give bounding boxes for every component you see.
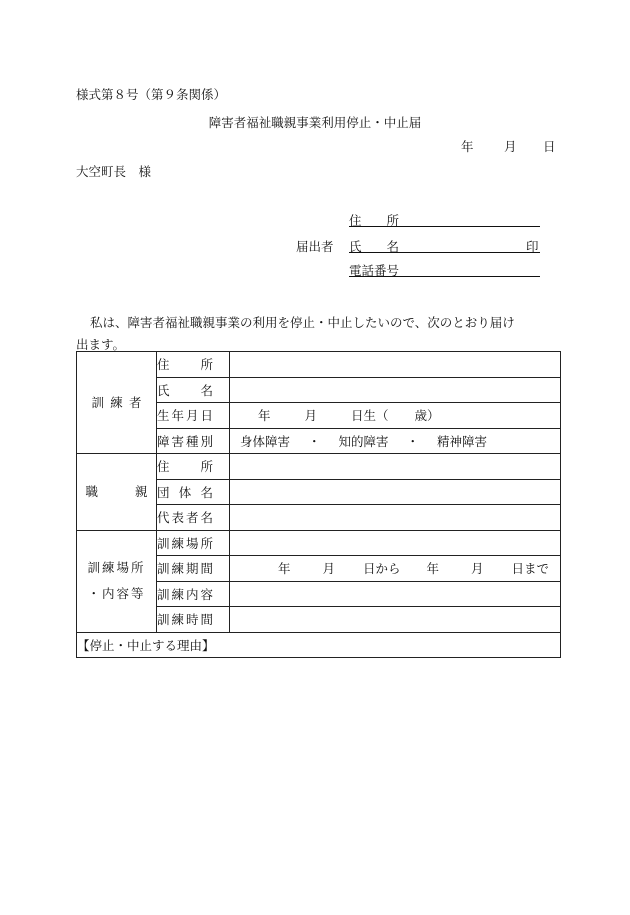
applicant-phone-label: 電話番号 <box>349 263 400 278</box>
training-hours-label: 訓 練 時 間 <box>157 607 230 633</box>
table-row <box>77 352 561 378</box>
option-physical[interactable]: 身体障害 <box>240 433 291 449</box>
table-row <box>77 530 561 556</box>
trainee-name-field[interactable] <box>230 377 561 403</box>
training-place-field[interactable] <box>230 530 561 556</box>
training-content-field[interactable] <box>230 581 561 607</box>
applicant-phone-line[interactable] <box>349 276 540 277</box>
applicant-address-label: 住 所 <box>349 213 400 228</box>
date-year: 年 <box>461 139 474 154</box>
representative-name-field[interactable] <box>230 505 561 531</box>
trainee-address-label: 住 所 <box>157 352 230 378</box>
training-hours-field[interactable] <box>230 607 561 633</box>
seal-mark: 印 <box>526 239 539 254</box>
trainee-birthdate-label: 生 年 月 日 <box>157 403 230 429</box>
document-title: 障害者福祉職親事業利用停止・中止届 <box>208 115 422 130</box>
applicant-address-line[interactable] <box>349 226 540 227</box>
applicant-name-label: 氏 名 <box>349 239 400 254</box>
form-number: 様式第８号（第９条関係） <box>76 87 227 102</box>
option-mental[interactable]: 精神障害 <box>437 433 488 449</box>
employer-address-label: 住 所 <box>157 454 230 480</box>
disability-type-field[interactable]: 身体障害 ・ 知的障害 ・ 精神障害 <box>230 428 561 454</box>
trainee-birthdate-field[interactable]: 年 月 日生（ 歳） <box>230 403 561 429</box>
trainee-group-label: 訓 練 者 <box>77 352 157 454</box>
date-month: 月 <box>504 139 517 154</box>
training-place-label: 訓 練 場 所 <box>157 530 230 556</box>
date-day: 日 <box>543 139 556 154</box>
trainee-name-label: 氏 名 <box>157 377 230 403</box>
training-period-field[interactable]: 年 月 日から 年 月 日まで <box>230 556 561 582</box>
organization-name-field[interactable] <box>230 479 561 505</box>
option-intellectual[interactable]: 知的障害 <box>338 433 389 449</box>
disability-type-label: 障 害 種 別 <box>157 428 230 454</box>
report-form-table <box>76 351 561 658</box>
reason-label: 【停止・中止する理由】 <box>77 637 215 653</box>
employer-group-label: 職 親 <box>77 454 157 531</box>
employer-address-field[interactable] <box>230 454 561 480</box>
addressee: 大空町長 様 <box>76 164 152 179</box>
table-row <box>77 632 561 658</box>
applicant-name-line[interactable] <box>349 252 540 253</box>
training-content-label: 訓 練 内 容 <box>157 581 230 607</box>
statement-line-1: 私は、障害者福祉職親事業の利用を停止・中止したいので、次のとおり届け <box>90 315 515 330</box>
table-row <box>77 454 561 480</box>
representative-name-label: 代 表 者 名 <box>157 505 230 531</box>
statement-line-2: 出ます。 <box>76 337 126 352</box>
training-group-label: 訓練場所 ・内容等 <box>77 530 157 632</box>
reason-field[interactable] <box>77 632 561 658</box>
applicant-label: 届出者 <box>296 239 334 254</box>
organization-name-label: 団 体 名 <box>157 479 230 505</box>
training-period-label: 訓 練 期 間 <box>157 556 230 582</box>
trainee-address-field[interactable] <box>230 352 561 378</box>
